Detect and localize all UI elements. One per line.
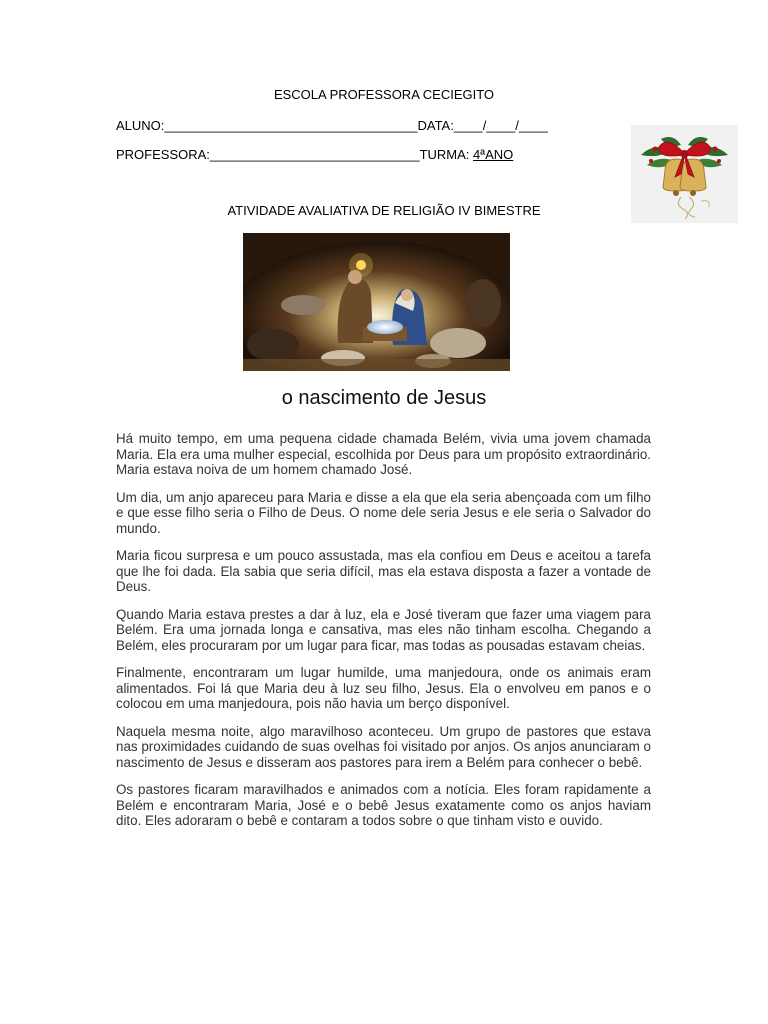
teacher-label: PROFESSORA: bbox=[116, 147, 210, 162]
student-name-field[interactable]: ___________________________________ bbox=[164, 118, 418, 133]
date-label: DATA: bbox=[417, 118, 454, 133]
story-paragraph: Quando Maria estava prestes a dar à luz, ela e José tiveram que fazer uma viagem para Belém. Era uma jornada longa e cansativa, mas eles não tinham escolha. Chegando a Belém, eles procuraram por um lugar para ficar, mas todas as pousadas estavam cheias. bbox=[116, 606, 651, 653]
date-field[interactable]: ____/____/____ bbox=[453, 118, 548, 133]
teacher-line bbox=[116, 147, 513, 163]
story-paragraph: Finalmente, encontraram um lugar humilde, uma manjedoura, onde os animais eram alimentados. Foi lá que Maria deu à luz seu filho, Jesus. Ela o envolveu em panos e o colocou em uma manjedoura, pois não havia um berço disponível. bbox=[116, 665, 651, 711]
activity-title: ATIVIDADE AVALIATIVA DE RELIGIÃO IV BIMESTRE bbox=[227, 203, 541, 218]
story-paragraph: Há muito tempo, em uma pequena cidade chamada Belém, vivia uma jovem chamada Maria. Ela era uma mulher especial, escolhida por Deus para um propósito extraordinário. Maria estava noiva de um homem chamado José. bbox=[116, 431, 651, 477]
nativity-scene-image bbox=[243, 233, 510, 371]
story-paragraph: Os pastores ficaram maravilhados e animados com a notícia. Eles foram rapidamente a Belém e encontraram Maria, José e o bebê Jesus exatamente como os anjos haviam dito. Eles adoraram o bebê e contaram a todos sobre o que tinham visto e ouvido. bbox=[116, 782, 651, 828]
story-body bbox=[116, 431, 651, 841]
school-name: ESCOLA PROFESSORA CECIEGITO bbox=[273, 87, 495, 102]
student-line bbox=[116, 118, 548, 134]
story-title: o nascimento de Jesus bbox=[281, 387, 487, 409]
story-paragraph: Naquela mesma noite, algo maravilhoso aconteceu. Um grupo de pastores que estava nas proximidades cuidando de suas ovelhas foi visitado por anjos. Os anjos anunciaram o nascimento de Jesus e disseram aos pastores para irem a Belém para conhecer o bebê. bbox=[116, 723, 651, 770]
class-value: 4ªANO bbox=[473, 147, 514, 162]
story-paragraph: Um dia, um anjo apareceu para Maria e disse a ela que ela seria abençoada com um filho e que esse filho seria o Filho de Deus. O nome dele seria Jesus e ele seria o Salvador do mundo. bbox=[116, 489, 651, 536]
class-label: TURMA: bbox=[419, 147, 474, 162]
story-paragraph: Maria ficou surpresa e um pouco assustada, mas ela confiou em Deus e aceitou a tarefa que lhe foi dada. Ela sabia que seria difícil, mas ela estava disposta a fazer a vontade de Deus. bbox=[116, 548, 651, 594]
teacher-name-field[interactable]: _____________________________ bbox=[209, 147, 420, 162]
student-label: ALUNO: bbox=[116, 118, 165, 133]
